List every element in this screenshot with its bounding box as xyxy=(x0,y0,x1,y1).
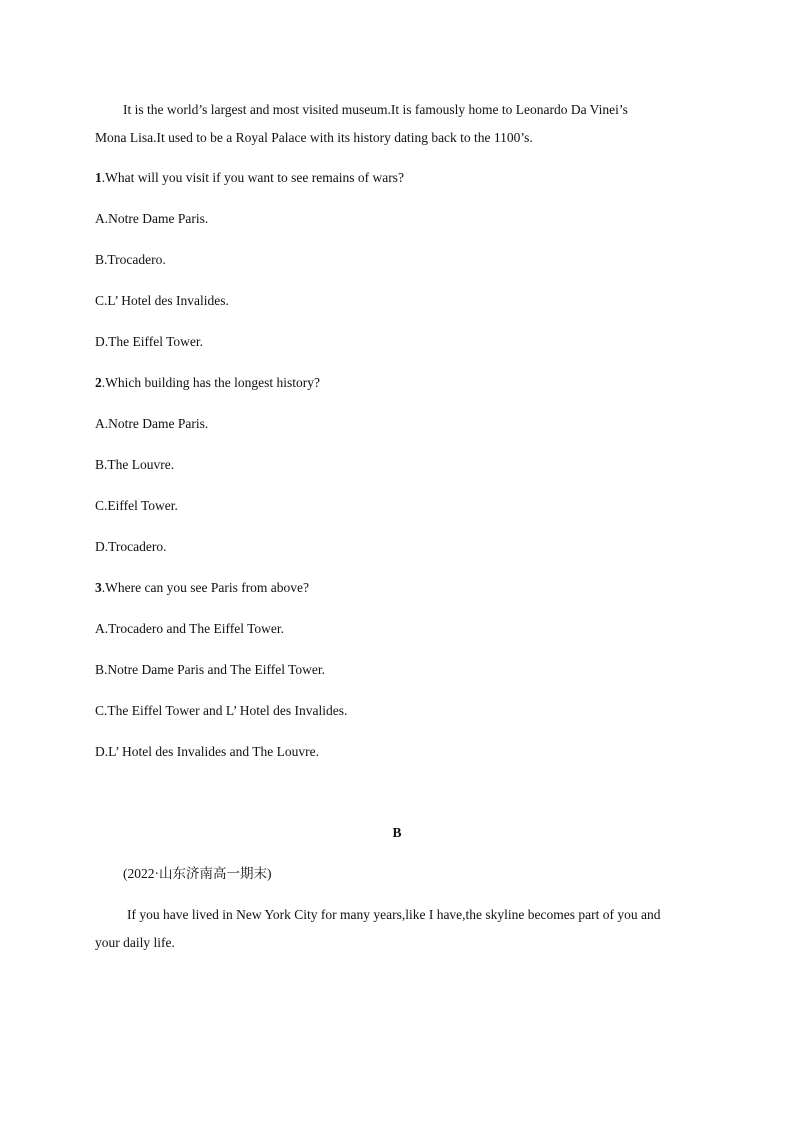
question-2-number: 2 xyxy=(95,375,102,390)
question-2-option-a: A.Notre Dame Paris. xyxy=(95,416,209,431)
question-3-option-b: B.Notre Dame Paris and The Eiffel Tower. xyxy=(95,662,326,677)
question-1-text: .What will you visit if you want to see remains of wars? xyxy=(101,170,404,185)
section-b-source: (2022·山东济南高一期末) xyxy=(123,866,272,881)
section-b-line-1: If you have lived in New York City for many years,like I have,the skyline becomes part of you and xyxy=(127,907,661,922)
question-3-number: 3 xyxy=(95,580,102,595)
passage-line-2: Mona Lisa.It used to be a Royal Palace with its history dating back to the 1100’s. xyxy=(95,130,533,145)
question-2-option-b: B.The Louvre. xyxy=(95,457,175,472)
question-1-option-d: D.The Eiffel Tower. xyxy=(95,334,204,349)
question-1-number: 1 xyxy=(95,170,102,185)
section-b-heading: B xyxy=(392,825,402,840)
question-3-stem xyxy=(95,580,309,596)
question-1-option-b: B.Trocadero. xyxy=(95,252,166,267)
question-3-option-c: C.The Eiffel Tower and L’ Hotel des Invalides. xyxy=(95,703,348,718)
question-2-option-d: D.Trocadero. xyxy=(95,539,167,554)
question-1-stem xyxy=(95,170,404,186)
question-2-text: .Which building has the longest history? xyxy=(101,375,320,390)
question-1-option-c: C.L’ Hotel des Invalides. xyxy=(95,293,229,308)
passage-line-1: It is the world’s largest and most visited museum.It is famously home to Leonardo Da Vinei’s xyxy=(123,102,628,117)
question-3-option-d: D.L’ Hotel des Invalides and The Louvre. xyxy=(95,744,319,759)
question-1-option-a: A.Notre Dame Paris. xyxy=(95,211,209,226)
question-2-stem xyxy=(95,375,320,391)
section-b-line-2: your daily life. xyxy=(95,935,175,950)
question-3-text: .Where can you see Paris from above? xyxy=(101,580,310,595)
question-2-option-c: C.Eiffel Tower. xyxy=(95,498,178,513)
question-3-option-a: A.Trocadero and The Eiffel Tower. xyxy=(95,621,285,636)
